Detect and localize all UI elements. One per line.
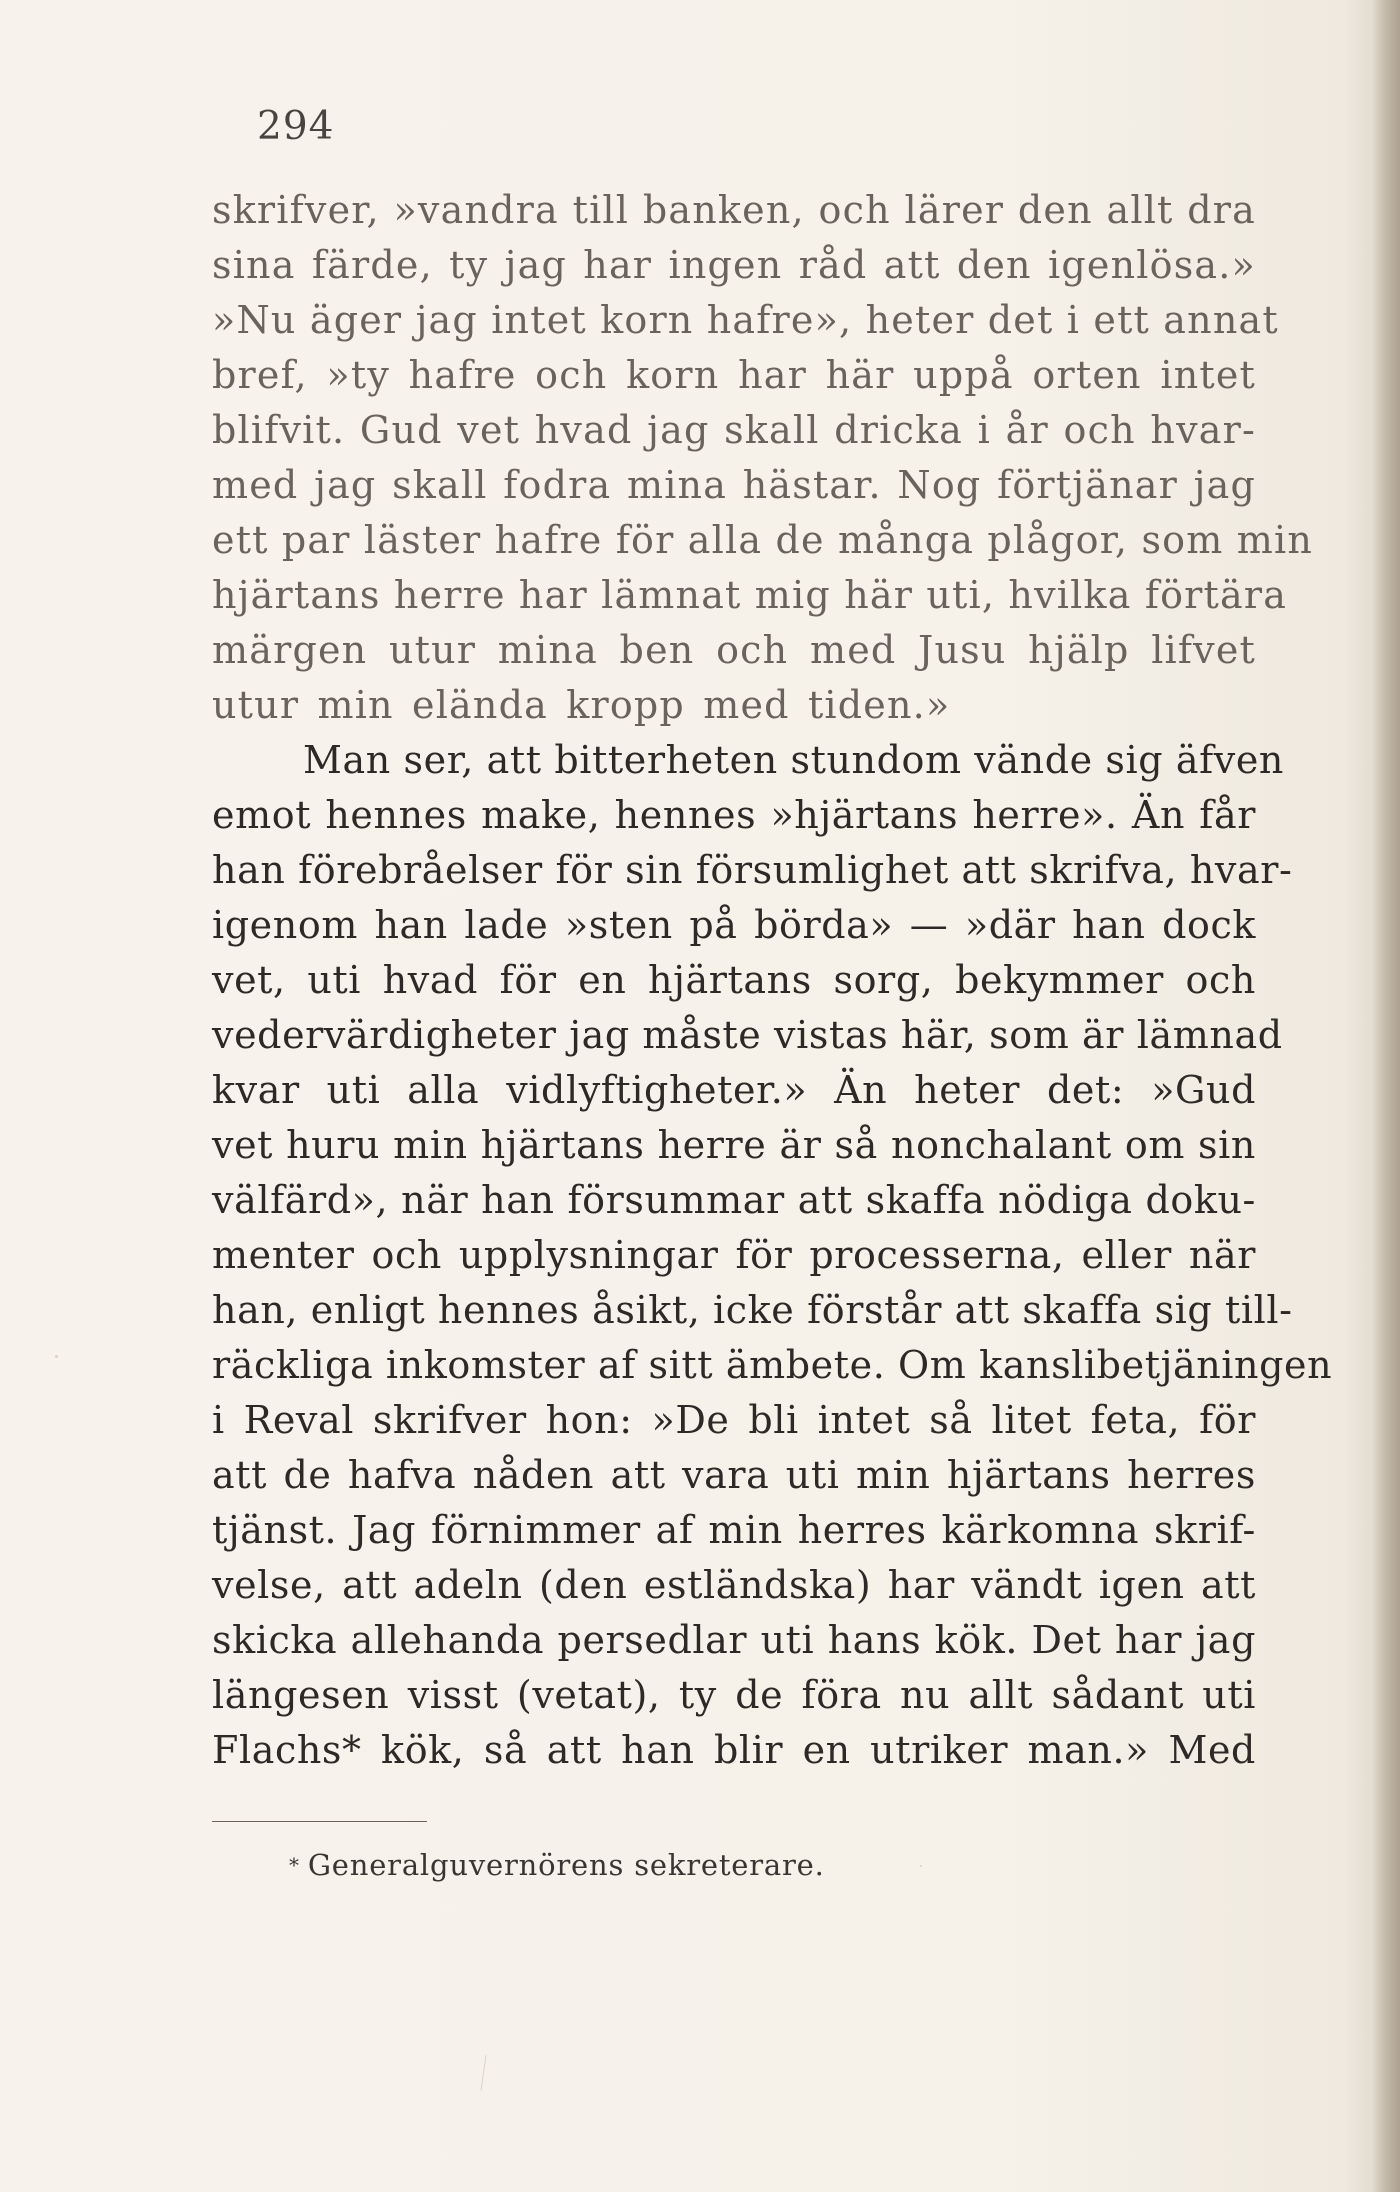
text-line-4: bref, »ty hafre och korn har här uppå orten intet [212, 353, 1256, 397]
text-line-8: hjärtans herre har lämnat mig här uti, hvilka förtära [212, 573, 1288, 617]
text-line-20: menter och upplysningar för processerna, eller när [212, 1233, 1256, 1277]
text-line-13: han förebråelser för sin försumlighet att skrifva, hvar- [212, 848, 1293, 892]
text-line-21: han, enligt hennes åsikt, icke förstår att skaffa sig till- [212, 1288, 1293, 1332]
text-line-10: utur min elända kropp med tiden.» [212, 683, 951, 727]
text-line-9: märgen utur mina ben och med Jusu hjälp lifvet [212, 628, 1256, 672]
paper-speck [920, 1865, 922, 1867]
text-line-24: att de hafva nåden att vara uti min hjärtans herres [212, 1453, 1256, 1497]
footnote-mark: * [289, 1853, 300, 1877]
page-edge-shadow [1372, 0, 1400, 2192]
text-line-15: vet, uti hvad för en hjärtans sorg, bekymmer och [212, 958, 1256, 1002]
page-number: 294 [257, 104, 335, 149]
paper-speck [480, 2055, 486, 2091]
text-line-1: skrifver, »vandra till banken, och lärer den allt dra [212, 188, 1256, 232]
text-line-12: emot hennes make, hennes »hjärtans herre». Än får [212, 793, 1256, 837]
text-line-29: Flachs* kök, så att han blir en utriker man.» Med [212, 1728, 1256, 1772]
text-line-11: Man ser, att bitterheten stundom vände sig äfven [303, 738, 1285, 782]
text-line-23: i Reval skrifver hon: »De bli intet så litet feta, för [212, 1398, 1256, 1442]
footnote [289, 1847, 825, 1883]
text-line-28: längesen visst (vetat), ty de föra nu allt sådant uti [212, 1673, 1256, 1717]
text-line-16: vedervärdigheter jag måste vistas här, som är lämnad [212, 1013, 1283, 1057]
text-line-3: »Nu äger jag intet korn hafre», heter det i ett annat [212, 298, 1279, 342]
footnote-rule [212, 1821, 427, 1822]
text-line-2: sina färde, ty jag har ingen råd att den igenlösa.» [212, 243, 1256, 287]
text-line-14: igenom han lade »sten på börda» — »där han dock [212, 903, 1256, 947]
text-line-22: räckliga inkomster af sitt ämbete. Om kanslibetjäningen [212, 1343, 1333, 1387]
text-line-27: skicka allehanda persedlar uti hans kök. Det har jag [212, 1618, 1256, 1662]
text-line-18: vet huru min hjärtans herre är så nonchalant om sin [212, 1123, 1256, 1167]
paper-speck [55, 1355, 58, 1358]
text-line-26: velse, att adeln (den estländska) har vändt igen att [212, 1563, 1256, 1607]
main-text-block [212, 183, 1333, 1778]
text-line-5: blifvit. Gud vet hvad jag skall dricka i år och hvar- [212, 408, 1256, 452]
text-line-6: med jag skall fodra mina hästar. Nog förtjänar jag [212, 463, 1256, 507]
text-line-7: ett par läster hafre för alla de många plågor, som min [212, 518, 1314, 562]
text-line-25: tjänst. Jag förnimmer af min herres kärkomna skrif- [212, 1508, 1256, 1552]
text-line-17: kvar uti alla vidlyftigheter.» Än heter det: »Gud [212, 1068, 1256, 1112]
footnote-text: Generalguvernörens sekreterare. [307, 1848, 825, 1882]
text-line-19: välfärd», när han försummar att skaffa nödiga doku- [212, 1178, 1256, 1222]
